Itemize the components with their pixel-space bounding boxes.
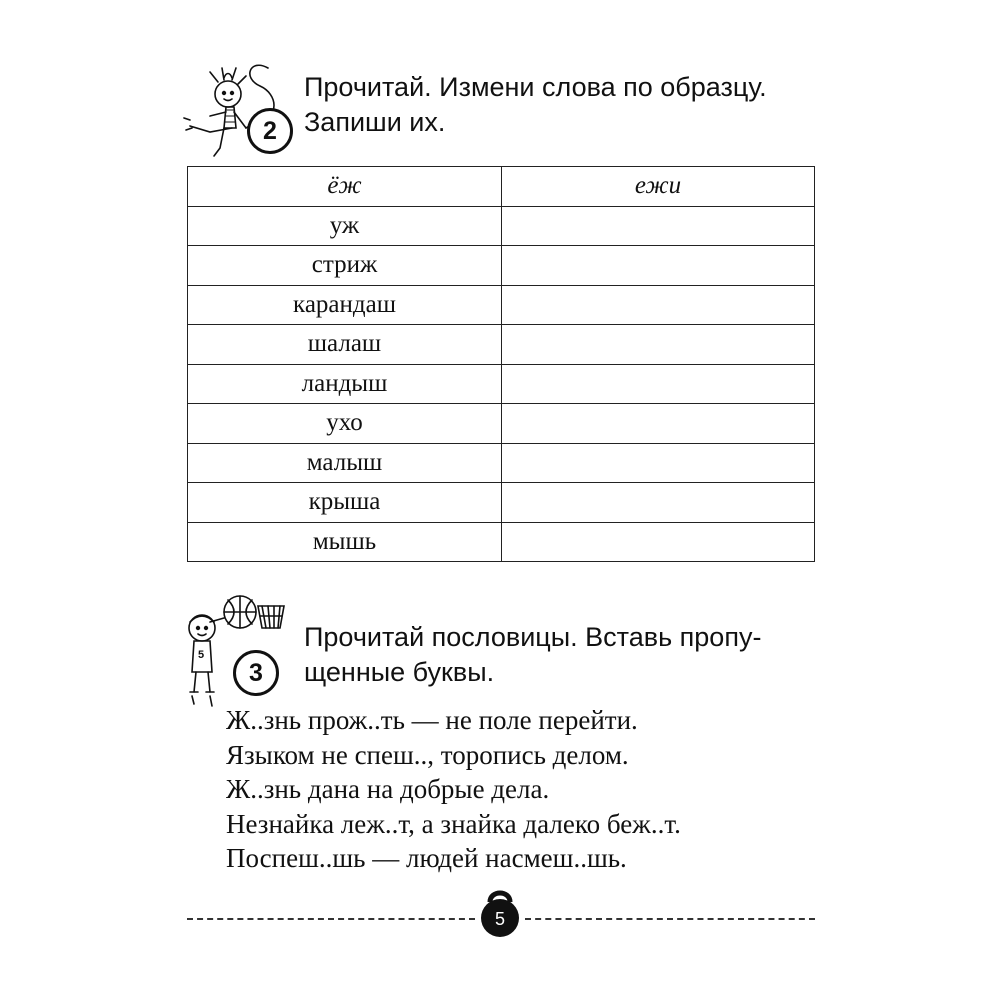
table-row <box>188 364 815 404</box>
answer-cell[interactable] <box>502 246 815 286</box>
svg-text:5: 5 <box>198 649 205 661</box>
proverb-line: Ж..знь прож..ть — не поле перейти. <box>226 705 638 735</box>
table-row <box>188 443 815 483</box>
table-row <box>188 522 815 562</box>
footer-divider-left <box>187 918 475 920</box>
word-cell: мышь <box>188 522 502 562</box>
table-row <box>188 483 815 523</box>
basketball-boy-icon <box>180 592 292 714</box>
instruction-line: Прочитай пословицы. Вставь пропу- <box>304 622 762 652</box>
column-header-plural: ежи <box>502 167 815 207</box>
word-cell: шалаш <box>188 325 502 365</box>
exercise-number-badge: 2 <box>247 108 293 154</box>
proverb-line: Незнайка леж..т, а знайка далеко беж..т. <box>226 808 681 839</box>
column-header-singular: ёж <box>188 167 502 207</box>
answer-cell[interactable] <box>502 325 815 365</box>
answer-cell[interactable] <box>502 522 815 562</box>
table-row <box>188 206 815 246</box>
proverb-list <box>226 703 681 876</box>
instruction-line: Прочитай. Измени слова по образцу. <box>304 72 767 102</box>
exercise-3-instruction <box>304 620 761 690</box>
table-row <box>188 246 815 286</box>
answer-cell[interactable] <box>502 285 815 325</box>
word-cell: ландыш <box>188 364 502 404</box>
instruction-line: щенные буквы. <box>304 657 495 687</box>
word-cell: карандаш <box>188 285 502 325</box>
proverb-line: Поспеш..шь — людей насмеш..шь. <box>226 843 627 873</box>
proverb-line: Ж..знь дана на добрые дела. <box>226 774 550 804</box>
answer-cell[interactable] <box>502 364 815 404</box>
answer-cell[interactable] <box>502 206 815 246</box>
word-cell: уж <box>188 206 502 246</box>
proverb-line: Языком не спеш.., торопись делом. <box>226 739 629 770</box>
word-cell: малыш <box>188 443 502 483</box>
page-number: 5 <box>494 909 506 929</box>
footer-divider-right <box>525 918 815 920</box>
word-table <box>187 166 815 562</box>
table-row <box>188 404 815 444</box>
kettlebell-icon <box>478 888 522 938</box>
answer-cell[interactable] <box>502 404 815 444</box>
instruction-line: Запиши их. <box>304 107 446 137</box>
answer-cell[interactable] <box>502 443 815 483</box>
exercise-number-badge: 3 <box>233 650 279 696</box>
word-cell: ухо <box>188 404 502 444</box>
table-row <box>188 285 815 325</box>
answer-cell[interactable] <box>502 483 815 523</box>
word-cell: стриж <box>188 246 502 286</box>
exercise-2-instruction <box>304 70 767 140</box>
word-cell: крыша <box>188 483 502 523</box>
table-row <box>188 325 815 365</box>
